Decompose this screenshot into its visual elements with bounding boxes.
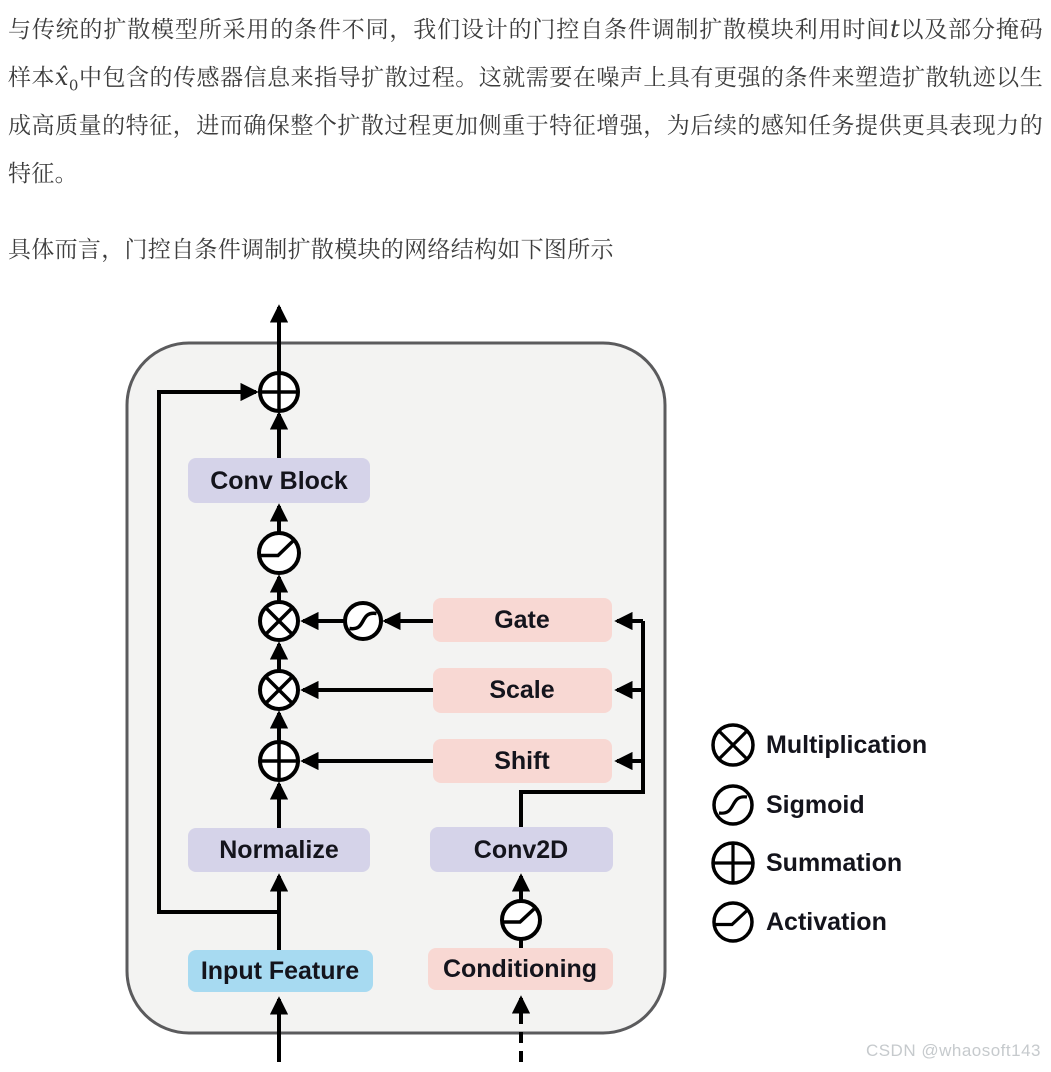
node-gate: [433, 598, 612, 642]
sigmoid-icon: [345, 603, 381, 639]
math-subscript-zero: 0: [68, 76, 79, 95]
summation-shift-icon: [260, 742, 298, 780]
node-conv2d: [430, 827, 613, 872]
multiplication-scale-icon: [260, 671, 298, 709]
legend-label: Activation: [766, 908, 887, 936]
legend-item-activation: [714, 903, 887, 941]
legend: [713, 725, 927, 941]
node-normalize: [188, 828, 370, 872]
sigmoid-icon: [714, 786, 752, 824]
paragraph-1-text: 中包含的传感器信息来指导扩散过程。这就需要在噪声上具有更强的条件来塑造扩散轨迹以生成高质量的特征，进而确保整个扩散过程更加侧重于特征增强，为后续的感知任务提供更具表现力的特征。: [8, 64, 1043, 186]
paragraph-2-text: 具体而言，门控自条件调制扩散模块的网络结构如下图所示: [8, 236, 614, 262]
node-conv-block: [188, 458, 370, 503]
shift-label: Shift: [494, 747, 550, 775]
csdn-watermark: CSDN @whaosoft143: [865, 1041, 1041, 1060]
scale-label: Scale: [489, 676, 555, 704]
multiplication-gate-icon: [260, 602, 298, 640]
math-symbol-xhat: x̂: [55, 63, 69, 91]
legend-item-multiplication: [713, 725, 927, 765]
math-symbol-t: t: [890, 15, 900, 43]
conv-block-label: Conv Block: [210, 467, 348, 495]
input-feature-label: Input Feature: [200, 957, 360, 985]
legend-item-sigmoid: [714, 786, 865, 824]
node-shift: [433, 739, 612, 783]
node-input-feature: [188, 950, 373, 992]
summation-icon: [713, 843, 753, 883]
legend-label: Summation: [766, 849, 903, 877]
legend-item-summation: [713, 843, 902, 883]
activation-conditioning-icon: [502, 901, 540, 939]
node-scale: [433, 668, 612, 713]
summation-top-icon: [260, 373, 298, 411]
paragraph-1-text: 与传统的扩散模型所采用的条件不同，我们设计的门控自条件调制扩散模块利用时间: [8, 16, 890, 42]
legend-label: Sigmoid: [766, 791, 865, 819]
node-conditioning: [428, 948, 613, 990]
normalize-label: Normalize: [219, 836, 339, 864]
conditioning-label: Conditioning: [442, 955, 598, 983]
paragraph-1-text: 以及部分掩码样本: [8, 16, 1043, 90]
conv2d-label: Conv2D: [473, 836, 569, 864]
activation-icon: [714, 903, 752, 941]
activation-main-icon: [259, 533, 299, 573]
legend-label: Multiplication: [766, 731, 928, 759]
multiplication-icon: [713, 725, 753, 765]
gate-label: Gate: [494, 606, 550, 634]
